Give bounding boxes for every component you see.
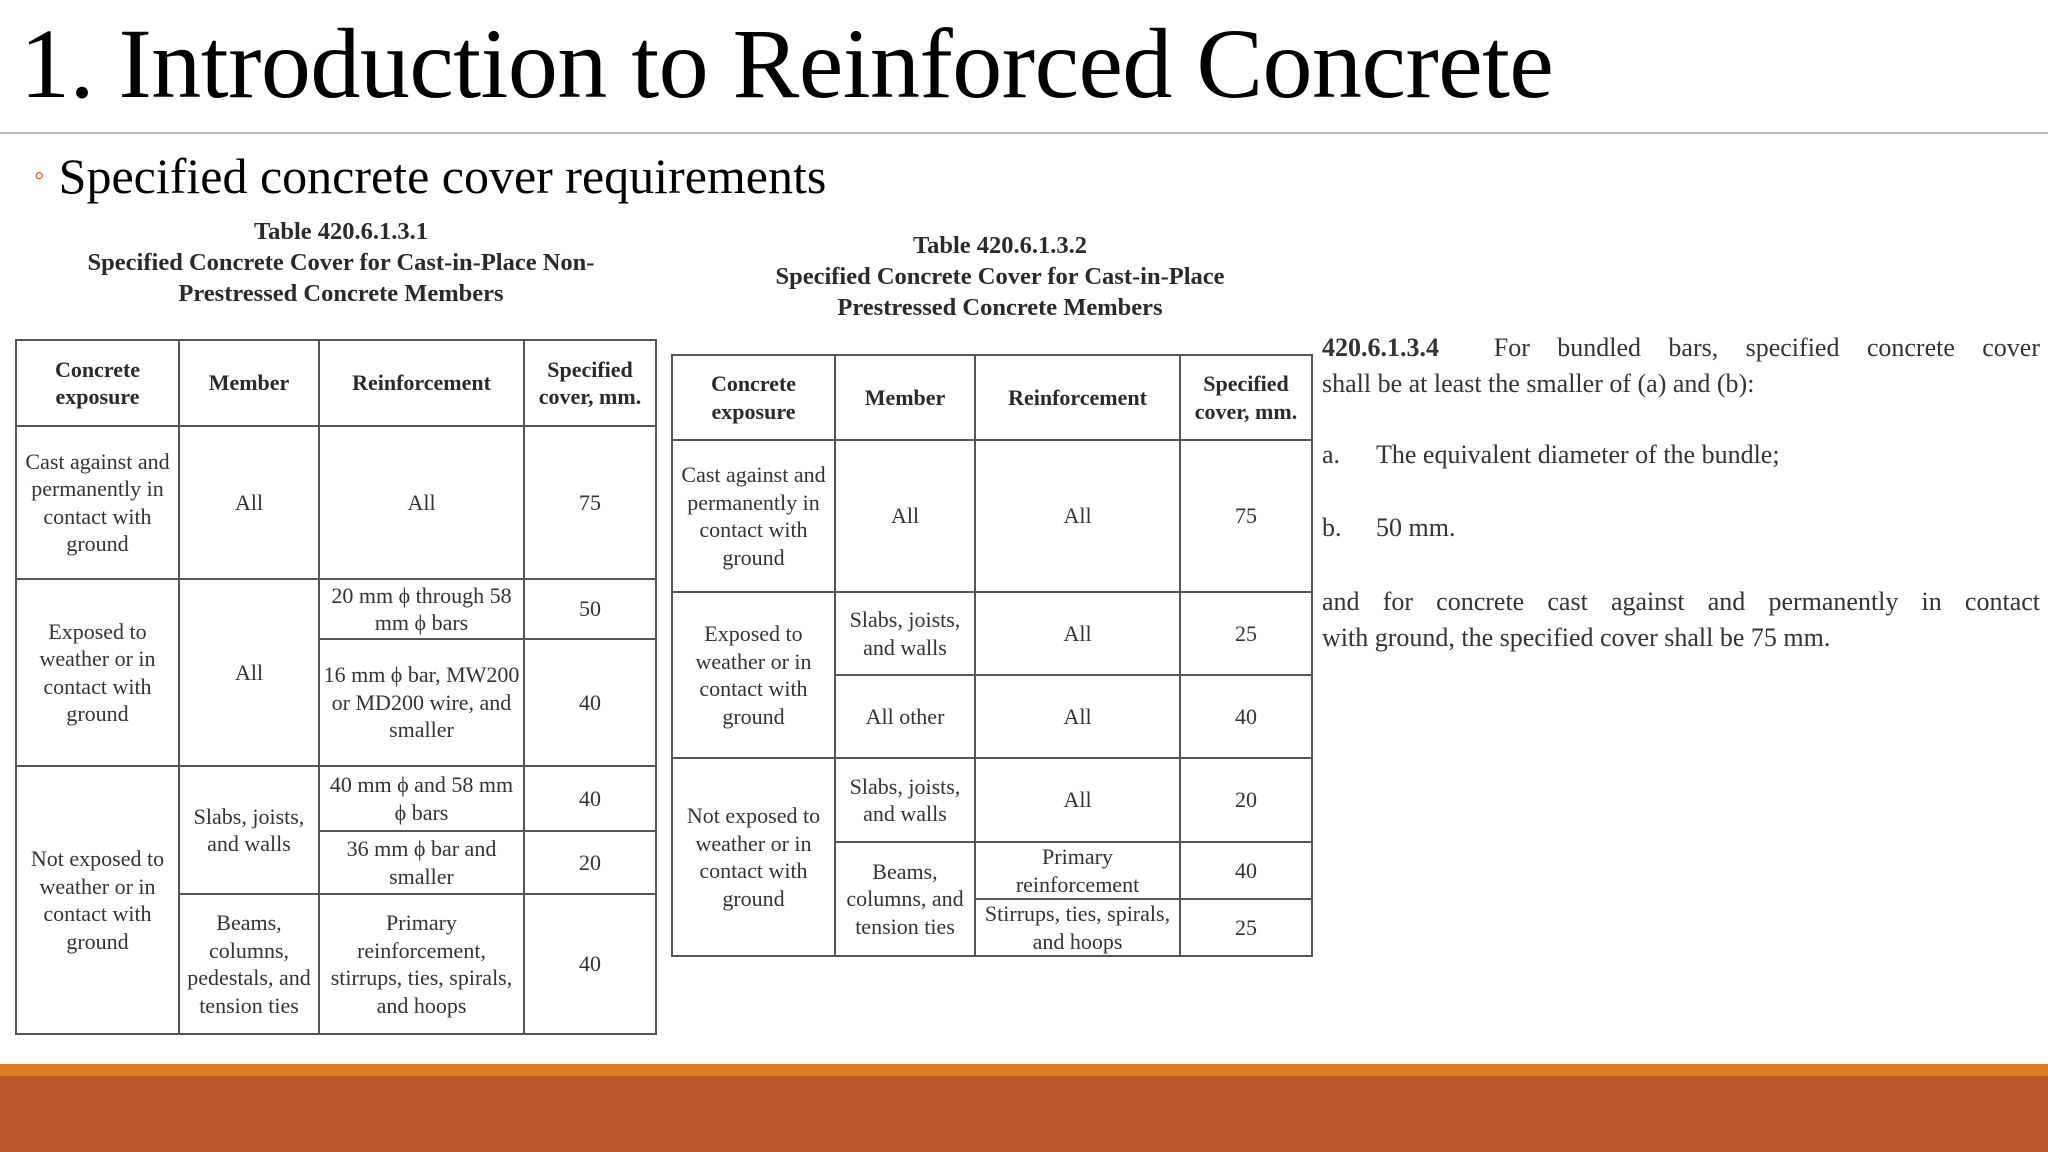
table-cell: 40: [1180, 675, 1312, 758]
table2-title-line1: Specified Concrete Cover for Cast-in-Place: [775, 263, 1225, 290]
item-a-label: a.: [1322, 440, 1341, 469]
table-cell: Cast against and permanently in contact with ground: [672, 440, 835, 592]
clause-line: and for concrete cast against and permanently in contact: [1322, 587, 2040, 616]
table-header-row: [672, 355, 1312, 440]
table-row: [16, 766, 656, 831]
column-header-exposure: Concrete exposure: [16, 340, 179, 426]
table-cell: 25: [1180, 592, 1312, 675]
table-cell: 20: [524, 831, 656, 894]
table-row: [16, 579, 656, 639]
table-cell: 75: [524, 426, 656, 579]
table-cell: 25: [1180, 899, 1312, 956]
table-cell: Cast against and permanently in contact with ground: [16, 426, 179, 579]
table-cell: Slabs, joists, and walls: [835, 758, 975, 842]
table1-number: Table 420.6.1.3.1: [253, 218, 429, 245]
table-row: [672, 440, 1312, 592]
table-cell: All other: [835, 675, 975, 758]
footer-accent-stripe: [0, 1064, 2048, 1076]
table2: [671, 354, 1313, 957]
column-header-exposure: Concrete exposure: [672, 355, 835, 440]
table-cell: Stirrups, ties, spirals, and hoops: [975, 899, 1180, 956]
table-cell: 36 mm ϕ bar and smaller: [319, 831, 524, 894]
clause-text: For bundled bars, specified concrete cover: [1493, 333, 2040, 362]
table2-title-line2: Prestressed Concrete Members: [837, 294, 1163, 321]
table-cell: Primary reinforcement: [975, 842, 1180, 899]
table-cell: 40: [524, 766, 656, 831]
table-cell: Not exposed to weather or in contact with ground: [16, 766, 179, 1034]
table-cell: Beams, columns, pedestals, and tension ties: [179, 894, 319, 1034]
table-cell: Primary reinforcement, stirrups, ties, spirals, and hoops: [319, 894, 524, 1034]
table1-title-line1: Specified Concrete Cover for Cast-in-Place Non-: [87, 249, 595, 276]
table-cell: All: [975, 440, 1180, 592]
table-cell: Beams, columns, and tension ties: [835, 842, 975, 956]
table-cell: All: [179, 579, 319, 766]
table-cell: 16 mm ϕ bar, MW200 or MD200 wire, and smaller: [319, 639, 524, 766]
table-cell: 40: [1180, 842, 1312, 899]
table-cell: All: [835, 440, 975, 592]
table-cell: Not exposed to weather or in contact with ground: [672, 758, 835, 956]
table1-title-line2: Prestressed Concrete Members: [178, 280, 504, 307]
clause-number: 420.6.1.3.4: [1322, 333, 1439, 362]
clause-line: [1322, 330, 2040, 366]
bullet-circle-icon: ◦: [34, 159, 45, 192]
table-cell: 40 mm ϕ and 58 mm ϕ bars: [319, 766, 524, 831]
table-cell: All: [975, 758, 1180, 842]
item-b-label: b.: [1322, 513, 1342, 542]
table-cell: Slabs, joists, and walls: [179, 766, 319, 894]
table-row: [16, 426, 656, 579]
table-cell: All: [319, 426, 524, 579]
table-header-row: [16, 340, 656, 426]
column-header-member: Member: [179, 340, 319, 426]
table-cell: Exposed to weather or in contact with ground: [16, 579, 179, 766]
column-header-member: Member: [835, 355, 975, 440]
table-cell: 75: [1180, 440, 1312, 592]
clause-line: shall be at least the smaller of (a) and (b):: [1322, 369, 1755, 398]
table-cell: 40: [524, 894, 656, 1034]
bullet-text: Specified concrete cover requirements: [58, 148, 827, 204]
table1: [15, 339, 657, 1035]
table-row: [672, 758, 1312, 842]
table-cell: 50: [524, 579, 656, 639]
table-cell: All: [179, 426, 319, 579]
table-cell: 40: [524, 639, 656, 766]
clause-closing: [1322, 584, 2040, 656]
bullet-item: [34, 146, 826, 206]
column-header-reinforcement: Reinforcement: [975, 355, 1180, 440]
title-divider: [0, 132, 2048, 134]
table2-caption: [705, 230, 1295, 323]
clause-420-6-1-3-4: [1322, 330, 2040, 402]
column-header-reinforcement: Reinforcement: [319, 340, 524, 426]
item-b-text: 50 mm.: [1376, 513, 1456, 542]
clause-item-b: [1322, 510, 2040, 546]
footer-bar: [0, 1076, 2048, 1152]
table-cell: 20: [1180, 758, 1312, 842]
table-cell: Slabs, joists, and walls: [835, 592, 975, 675]
column-header-cover: Specified cover, mm.: [1180, 355, 1312, 440]
table-cell: All: [975, 675, 1180, 758]
table-cell: All: [975, 592, 1180, 675]
table2-number: Table 420.6.1.3.2: [912, 232, 1088, 259]
clause-line: with ground, the specified cover shall be 75 mm.: [1322, 623, 1831, 652]
table1-caption: [15, 216, 667, 309]
column-header-cover: Specified cover, mm.: [524, 340, 656, 426]
clause-item-a: [1322, 437, 2040, 473]
slide-title: 1. Introduction to Reinforced Concrete: [20, 8, 1554, 119]
table-cell: 20 mm ϕ through 58 mm ϕ bars: [319, 579, 524, 639]
table-row: [672, 592, 1312, 675]
item-a-text: The equivalent diameter of the bundle;: [1376, 440, 1780, 469]
table-cell: Exposed to weather or in contact with ground: [672, 592, 835, 758]
